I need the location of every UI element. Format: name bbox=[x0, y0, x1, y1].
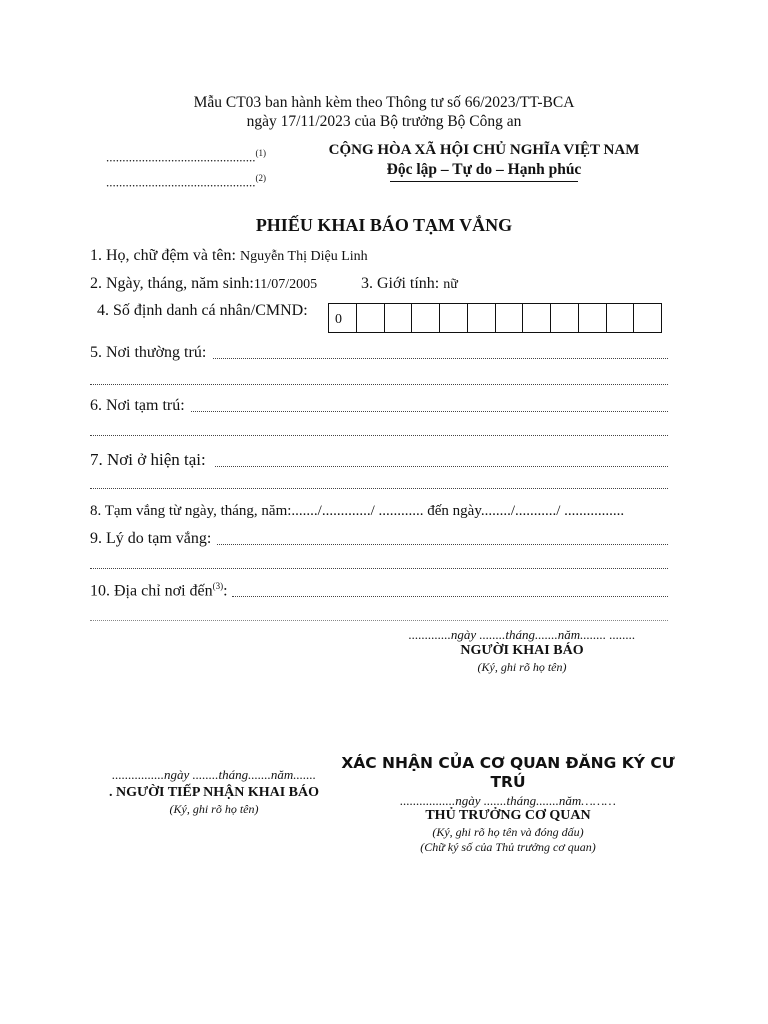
receiver-date: ................ngày ........tháng.......năm....... bbox=[111, 767, 317, 782]
id-digit-box[interactable] bbox=[522, 304, 550, 332]
field-id-number-label: 4. Số định danh cá nhân/CMND: bbox=[97, 302, 308, 319]
declarant-date: .............ngày ........tháng.......năm........ ........ bbox=[408, 627, 636, 642]
id-digit-box[interactable] bbox=[606, 304, 634, 332]
field-absence-reason-line-2[interactable] bbox=[90, 568, 668, 569]
id-digit-box[interactable] bbox=[578, 304, 606, 332]
form-title: PHIẾU KHAI BÁO TẠM VẮNG bbox=[255, 215, 513, 235]
agency-line-1: ..............................................$^{(1)}$ bbox=[106, 148, 266, 165]
field-permanent-residence-line-2[interactable] bbox=[90, 384, 668, 385]
receiver-signature-note: (Ký, ghi rõ họ tên) bbox=[169, 802, 259, 816]
field-temporary-residence-line-2[interactable] bbox=[90, 435, 668, 436]
id-digit-box[interactable] bbox=[495, 304, 523, 332]
declarant-title: NGƯỜI KHAI BÁO bbox=[460, 643, 584, 658]
agency-head-title: THỦ TRƯỞNG CƠ QUAN bbox=[425, 808, 591, 823]
id-digit-box[interactable] bbox=[356, 304, 384, 332]
field-gender-label: 3. Giới tính: bbox=[361, 275, 440, 292]
field-gender bbox=[361, 275, 458, 293]
field-gender-value[interactable]: nữ bbox=[443, 277, 458, 292]
field-absence-period[interactable]: 8. Tạm vắng từ ngày, tháng, năm:......./............./ ............ đến ngày......../.........../ ................ bbox=[90, 503, 625, 519]
field-current-residence-line-2[interactable] bbox=[90, 488, 668, 489]
field-full-name-label: 1. Họ, chữ đệm và tên: bbox=[90, 247, 236, 264]
field-permanent-residence-line[interactable] bbox=[213, 358, 668, 359]
field-destination-line[interactable] bbox=[232, 596, 668, 597]
field-birth-date bbox=[90, 275, 317, 293]
field-full-name-value[interactable]: Nguyễn Thị Diệu Linh bbox=[239, 249, 368, 264]
nation-heading: CỘNG HÒA XÃ HỘI CHỦ NGHĨA VIỆT NAM bbox=[328, 142, 640, 158]
agency-line-2: ..............................................$^{(2)}$ bbox=[106, 173, 266, 190]
agency-head-signature-note: (Ký, ghi rõ họ tên và đóng dấu) bbox=[432, 825, 584, 839]
form-reference-line1: Mẫu CT03 ban hành kèm theo Thông tư số 66/2023/TT-BCA bbox=[193, 94, 575, 111]
field-permanent-residence-label: 5. Nơi thường trú: bbox=[90, 344, 207, 361]
field-temporary-residence-line[interactable] bbox=[191, 411, 668, 412]
id-digit-box[interactable]: 0 bbox=[335, 312, 342, 327]
section-divider bbox=[90, 620, 668, 621]
receiver-title: . NGƯỜI TIẾP NHẬN KHAI BÁO bbox=[108, 785, 320, 800]
motto: Độc lập – Tự do – Hạnh phúc bbox=[386, 161, 582, 178]
field-full-name bbox=[90, 247, 368, 265]
id-digit-box[interactable] bbox=[411, 304, 439, 332]
id-digit-box[interactable] bbox=[384, 304, 412, 332]
field-absence-reason-line[interactable] bbox=[217, 544, 668, 545]
field-absence-reason-label: 9. Lý do tạm vắng: bbox=[90, 530, 212, 547]
field-destination-label: 10. Địa chỉ nơi đến$^{(3)}$: bbox=[90, 581, 228, 600]
field-current-residence-line[interactable] bbox=[215, 466, 668, 467]
motto-underline bbox=[390, 181, 578, 182]
declarant-signature-note: (Ký, ghi rõ họ tên) bbox=[477, 660, 567, 674]
confirmation-heading-line1: XÁC NHẬN CỦA CƠ QUAN ĐĂNG KÝ CƯ bbox=[341, 754, 675, 772]
field-birth-date-value[interactable]: 11/07/2005 bbox=[253, 277, 318, 292]
field-id-number-boxes[interactable] bbox=[328, 303, 662, 333]
field-current-residence-label: 7. Nơi ở hiện tại: bbox=[90, 450, 206, 469]
form-reference-line2: ngày 17/11/2023 của Bộ trưởng Bộ Công an bbox=[246, 113, 522, 130]
field-temporary-residence-label: 6. Nơi tạm trú: bbox=[90, 397, 185, 414]
id-digit-box[interactable] bbox=[467, 304, 495, 332]
id-digit-box[interactable] bbox=[633, 304, 661, 332]
confirmation-date: .................ngày .......tháng.......năm……… bbox=[400, 793, 616, 808]
confirmation-heading-line2: TRÚ bbox=[490, 773, 526, 791]
id-digit-box[interactable] bbox=[550, 304, 578, 332]
agency-head-digital-signature-note: (Chữ ký số của Thủ trưởng cơ quan) bbox=[420, 840, 596, 854]
field-birth-date-label: 2. Ngày, tháng, năm sinh: bbox=[90, 275, 254, 292]
id-digit-box[interactable] bbox=[439, 304, 467, 332]
